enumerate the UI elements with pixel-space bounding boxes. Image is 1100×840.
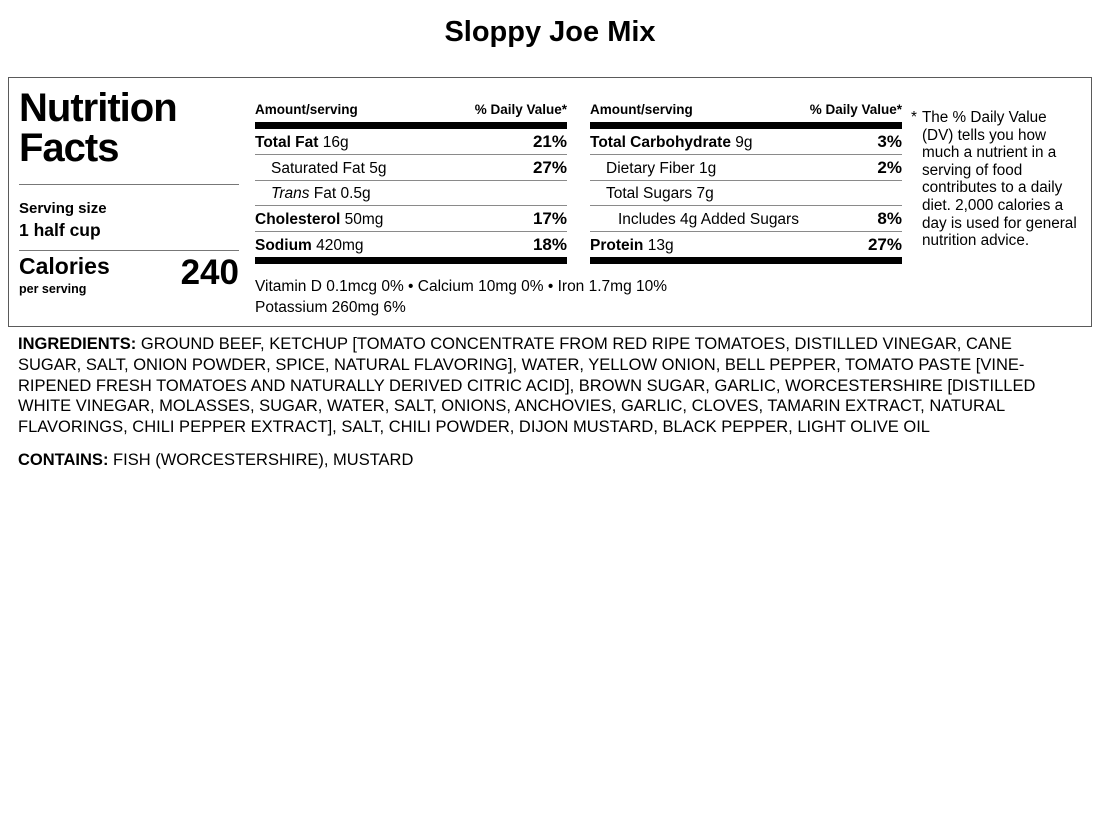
nutrient-row [590,206,902,232]
nutrient-name: Total Sugars 7g [606,185,714,202]
ingredients-text: GROUND BEEF, KETCHUP [TOMATO CONCENTRATE FROM RED RIPE TOMATOES, DISTILLED VINEGAR, CANE SUGAR, SALT, ONION POWDER, SPICE, NATURAL FLAVORING], WATER, YELLOW ONION, BELL PEPPER, TOMATO PASTE [VINE-RIPENED FRESH TOMATOES AND NATURALLY DERIVED CITRIC ACID], BROWN SUGAR, GARLIC, WORCESTERSHIRE [DISTILLED WHITE VINEGAR, MOLASSES, SUGAR, WATER, SALT, ONIONS, ANCHOVIES, GARLIC, CLOVES, TAMARIN EXTRACT, NATURAL FLAVORINGS, CHILI PEPPER EXTRACT], SALT, CHILI POWDER, DIJON MUSTARD, BLACK PEPPER, LIGHT OLIVE OIL [18,335,1036,437]
calories-label: Calories [19,253,110,279]
calories-value: 240 [180,253,239,292]
nutrient-row [255,181,567,206]
nutrient-name: Saturated Fat 5g [271,160,387,177]
thick-bar [590,122,902,129]
ingredients-label: INGREDIENTS: [18,335,137,353]
nutrient-daily-value: 17% [532,209,567,228]
nutrient-name: Includes 4g Added Sugars [618,211,799,228]
nutrient-daily-value: 27% [867,235,902,254]
calories-row [19,254,239,296]
micronutrients-line-1: Vitamin D 0.1mcg 0% • Calcium 10mg 0% • Iron 1.7mg 10% [255,278,668,295]
micronutrients [255,276,903,318]
nutrient-daily-value: 3% [877,132,902,151]
nutrient-daily-value: 27% [532,158,567,177]
nutrient-name: Trans Fat 0.5g [271,185,371,202]
column-header-amount: Amount/serving [255,102,358,117]
ingredients-section [18,334,1078,438]
nutrient-daily-value: 18% [532,235,567,254]
nutrient-row [255,129,567,155]
nutrient-name: Total Carbohydrate 9g [590,134,753,151]
thick-bar [590,257,902,264]
nutrient-row [590,155,902,181]
contains-section [18,450,1078,471]
page-title: Sloppy Joe Mix [444,16,656,48]
contains-text: FISH (WORCESTERSHIRE), MUSTARD [113,450,414,469]
thick-bar [255,122,567,129]
nutrient-tables-area [255,88,903,318]
nutrition-facts-title-line1: Nutrition [19,86,177,130]
nutrition-facts-title [19,88,247,168]
nutrient-name: Protein 13g [590,237,674,254]
nutrient-column-2 [590,102,902,264]
footnote-text: The % Daily Value (DV) tells you how much a nutrient in a serving of food contributes to a daily diet. 2,000 calories a day is used for general nutrition advice. [921,109,1077,250]
nutrient-daily-value: 8% [877,209,902,228]
divider [19,250,239,251]
calories-sublabel: per serving [19,282,87,296]
nutrient-row [590,232,902,257]
nutrient-row [255,155,567,181]
nutrient-name: Total Fat 16g [255,134,349,151]
serving-size-value: 1 half cup [19,220,101,240]
column-header-daily-value: % Daily Value* [474,102,567,117]
nutrient-row [255,232,567,257]
nutrient-name: Sodium 420mg [255,237,364,254]
serving-size-label: Serving size [19,200,107,217]
thick-bar [255,257,567,264]
nutrient-row [255,206,567,232]
column-header [255,102,567,122]
nutrient-name: Cholesterol 50mg [255,211,384,228]
column-header-daily-value: % Daily Value* [809,102,902,117]
column-header-amount: Amount/serving [590,102,693,117]
divider [19,184,239,185]
nutrient-row [590,129,902,155]
column-header [590,102,902,122]
nutrient-daily-value: 2% [877,158,902,177]
daily-value-footnote [911,109,1081,318]
nutrient-column-1 [255,102,567,264]
nutrition-facts-left-column [19,88,247,318]
nutrient-name: Dietary Fiber 1g [606,160,717,177]
nutrient-tables [255,102,903,264]
nutrient-rows [590,129,902,257]
contains-label: CONTAINS: [18,450,109,469]
nutrient-daily-value: 21% [532,132,567,151]
calories-label-block [19,254,110,296]
nutrient-rows [255,129,567,257]
nutrition-facts-panel [8,77,1092,327]
footnote-marker: * [911,109,917,126]
nutrition-facts-title-line2: Facts [19,126,119,170]
micronutrients-line-2: Potassium 260mg 6% [255,299,406,316]
nutrient-row [590,181,902,206]
